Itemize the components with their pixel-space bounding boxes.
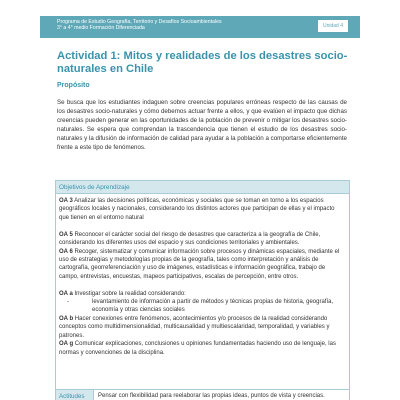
page-title: Actividad 1: Mitos y realidades de los desastres socio-naturales en Chile [57,50,348,75]
objectives-body [56,194,349,357]
attitudes-row [56,389,349,400]
objective-oa3 [59,197,346,222]
program-line-1: Programa de Estudio Geografía, Territorio y Desafíos Socioambientales [57,19,222,25]
oab-code: OA b [59,315,74,322]
oa6-code: OA 6 [59,248,73,255]
oa5-code: OA 5 [59,231,73,238]
bullet-marker: - [67,299,69,306]
purpose-text: Se busca que los estudiantes indaguen sobre creencias populares erróneas respecto de las causas de los desastres socio-naturales y cómo debemos actuar frente a ellos, y que evalúen el impacto que dichas creencias pueden generar en las oportunidades de la población de prevenir o mitigar los desastres socio-naturales. Se espera que comprendan la trascendencia que tienen el estudio de los desastres socio-naturales y la difusión de información de calidad para ayudar a la población a comportarse eficientemente frente a este tipo de fenómenos. [57,99,347,151]
attitudes-text: Pensar con flexibilidad para reelaborar las propias ideas, puntos de vista y creencias. [98,392,325,399]
unit-badge: Unidad 4 [318,20,348,32]
oab-text: Hacer conexiones entre fenómenos, acontecimientos y/o procesos de la realidad considerando conceptos como multidimensionalidad, multicausalidad y multiescalaridad, temporalidad, y variables y patrones. [59,315,330,339]
objectives-table [55,180,350,400]
oa5-text: Reconocer el carácter social del riesgo de desastres que caracteriza a la geografía de Chile, considerando los diferentes usos del espacio y sus condiciones territoriales y ambientales. [59,231,321,247]
bullet-text: levantamiento de información a partir de métodos y técnicas propias de historia, geografía, economía y otras ciencias sociales [92,299,334,314]
oag-text: Comunicar explicaciones, conclusiones u opiniones fundamentadas haciendo uso de lenguaje, las normas y convenciones de la disciplina. [59,341,336,356]
purpose-heading: Propósito [57,82,90,89]
objective-oa5 [59,231,346,248]
oa6-text: Recoger, sistematizar y comunicar información sobre procesos y dinámicas espaciales, mediante el uso de estrategias y metodologías propias de la geografía, tales como interpretación y análisis de cartografía, georreferenciación y uso de imágenes, estadísticas e información geográfica, trabajo de campo, entrevistas, encuestas, mapeos participativos, escalas de percepción, entre otros. [59,248,340,280]
oa3-text: Analizar las decisiones políticas, económicas y sociales que se toman en torno a los espacios geográficos locales y nacionales, considerando los distintos actores que participan de ellas y el impacto que tienen en el entorno natural [59,198,335,221]
objectives-heading: Objetivos de Aprendizaje [56,181,349,194]
objective-oaa [59,290,346,298]
objective-oa6 [59,248,346,282]
program-info [57,19,222,31]
objective-oaa-bullet [59,298,346,315]
header-band [40,16,360,38]
oag-code: OA g [59,341,74,348]
oaa-text: Investigar sobre la realidad considerando: [72,290,186,297]
oa3-code: OA 3 [59,198,73,204]
oaa-code: OA a [59,290,73,297]
objective-oag [59,340,346,357]
program-line-2: 3° a 4° medio Formación Diferenciada [57,25,145,31]
objective-oab [59,315,346,340]
attitudes-label: Actitudes [56,390,94,400]
